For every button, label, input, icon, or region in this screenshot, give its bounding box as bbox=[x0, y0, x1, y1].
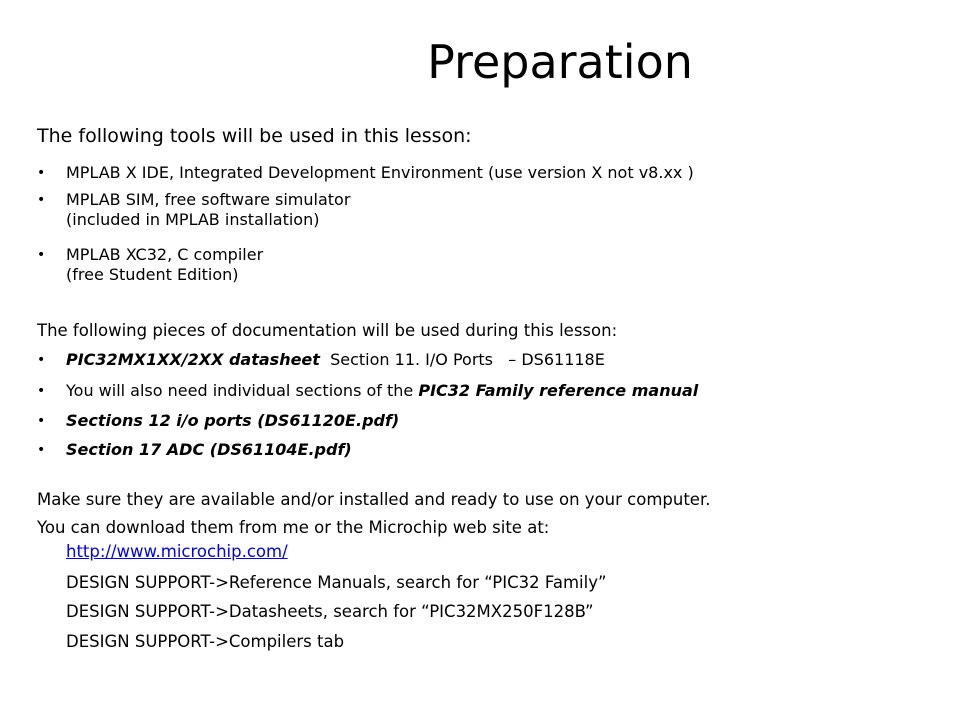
bullet-icon: • bbox=[37, 413, 46, 429]
microchip-link[interactable]: http://www.microchip.com/ bbox=[66, 542, 288, 561]
tool-item-text: MPLAB XC32, C compiler bbox=[66, 245, 264, 264]
doc-item-text: Section 17 ADC (DS61104E.pdf) bbox=[66, 440, 352, 459]
bullet-icon: • bbox=[37, 165, 46, 181]
bullet-icon: • bbox=[37, 383, 46, 399]
bullet-icon: • bbox=[37, 192, 46, 208]
footer-line-download: You can download them from me or the Microchip web site at: bbox=[37, 518, 550, 537]
doc-detail: You will also need individual sections of the bbox=[66, 381, 419, 400]
bullet-icon: • bbox=[37, 352, 46, 368]
doc-detail: Section 11. I/O Ports – DS61118E bbox=[319, 350, 605, 369]
doc-title: PIC32 Family reference manual bbox=[418, 381, 699, 400]
tool-item-subtext: (free Student Edition) bbox=[66, 265, 239, 284]
footer-step-compilers: DESIGN SUPPORT->Compilers tab bbox=[66, 632, 345, 651]
slide-title: Preparation bbox=[427, 35, 693, 89]
docs-heading: The following pieces of documentation will be used during this lesson: bbox=[37, 321, 618, 340]
tool-item-subtext: (included in MPLAB installation) bbox=[66, 210, 320, 229]
doc-item-text bbox=[66, 350, 605, 370]
doc-title: PIC32MX1XX/2XX datasheet bbox=[66, 350, 320, 369]
tool-item-text: MPLAB SIM, free software simulator bbox=[66, 190, 351, 209]
footer-line-availability: Make sure they are available and/or installed and ready to use on your computer. bbox=[37, 490, 711, 509]
tools-heading: The following tools will be used in this lesson: bbox=[37, 125, 472, 147]
footer-step-reference: DESIGN SUPPORT->Reference Manuals, search for “PIC32 Family” bbox=[66, 573, 607, 592]
tool-item-text: MPLAB X IDE, Integrated Development Environment (use version X not v8.xx ) bbox=[66, 163, 694, 182]
doc-item-text: Sections 12 i/o ports (DS61120E.pdf) bbox=[66, 411, 400, 430]
bullet-icon: • bbox=[37, 442, 46, 458]
footer-step-datasheets: DESIGN SUPPORT->Datasheets, search for “PIC32MX250F128B” bbox=[66, 602, 594, 621]
bullet-icon: • bbox=[37, 247, 46, 263]
doc-item-text bbox=[66, 381, 698, 401]
